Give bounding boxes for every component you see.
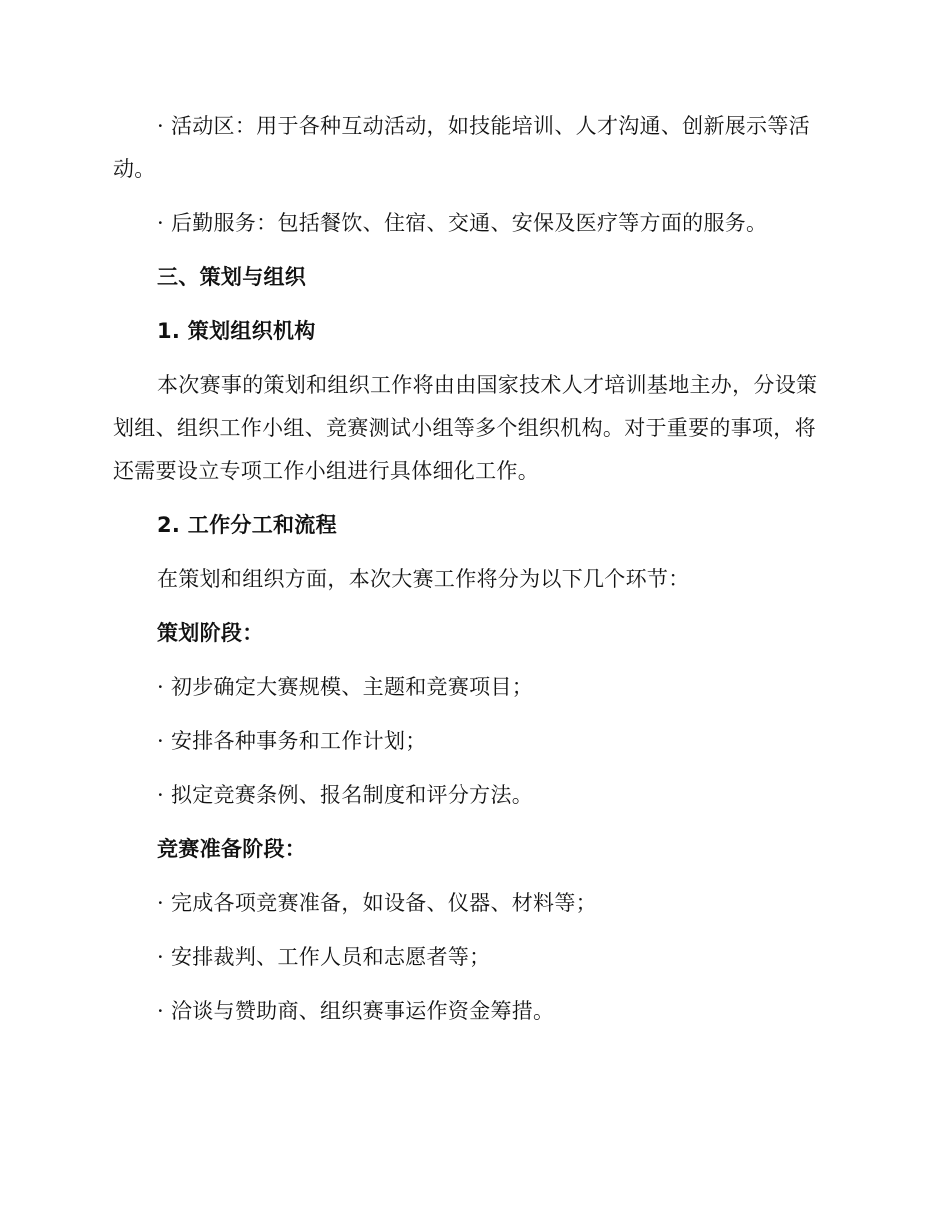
- bullet-preparation-1: · 完成各项竞赛准备，如设备、仪器、材料等；: [157, 891, 597, 915]
- bullet-planning-3: · 拟定竞赛条例、报名制度和评分方法。: [157, 783, 534, 807]
- bullet-activity-area: · 活动区：用于各种互动活动，如技能培训、人才沟通、创新展示等活动。: [113, 114, 810, 181]
- stage-heading-planning: 策划阶段：: [157, 621, 264, 645]
- bullet-preparation-2: · 安排裁判、工作人员和志愿者等；: [157, 945, 491, 969]
- paragraph-workflow-intro: 在策划和组织方面，本次大赛工作将分为以下几个环节：: [157, 567, 690, 591]
- bullet-planning-2: · 安排各种事务和工作计划；: [157, 729, 427, 753]
- subheading-workflow: 2. 工作分工和流程: [157, 513, 337, 537]
- subheading-organization: 1. 策划组织机构: [157, 319, 316, 343]
- bullet-logistics: · 后勤服务：包括餐饮、住宿、交通、安保及医疗等方面的服务。: [157, 211, 768, 235]
- section-heading-planning: 三、策划与组织: [157, 265, 307, 289]
- bullet-planning-1: · 初步确定大赛规模、主题和竞赛项目；: [157, 675, 534, 699]
- bullet-preparation-3: · 洽谈与赞助商、组织赛事运作资金筹措。: [157, 999, 555, 1023]
- stage-heading-preparation: 竞赛准备阶段：: [157, 837, 307, 861]
- paragraph-organization: 本次赛事的策划和组织工作将由由国家技术人才培训基地主办，分设策划组、组织工作小组、竞赛测试小组等多个组织机构。对于重要的事项，将还需要设立专项工作小组进行具体细化工作。: [113, 373, 818, 483]
- document-body: [113, 105, 833, 1044]
